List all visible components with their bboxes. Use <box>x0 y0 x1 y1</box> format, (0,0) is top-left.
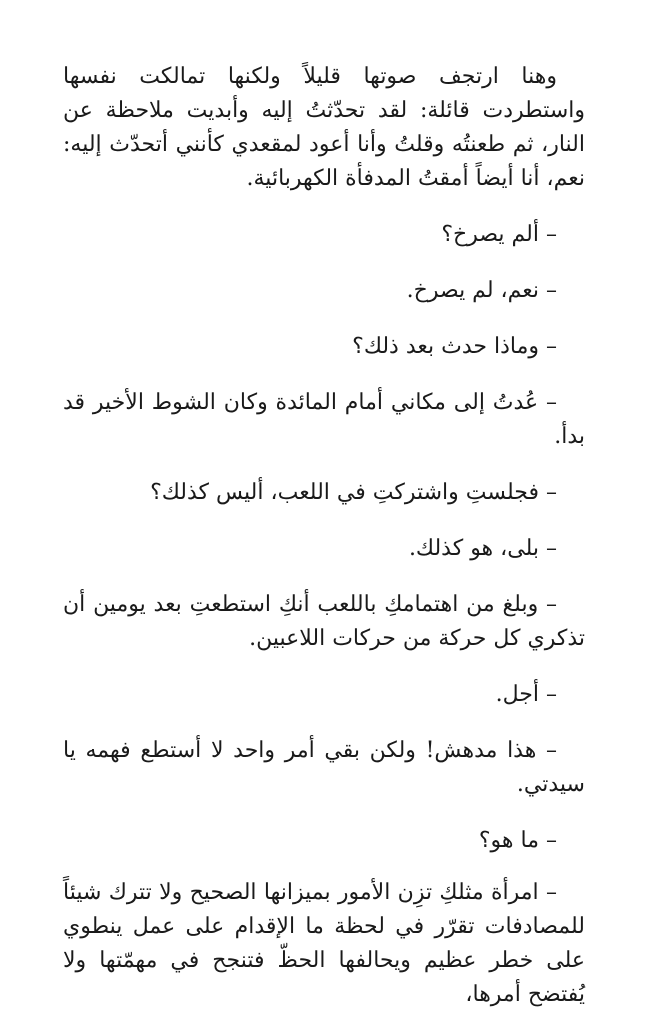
dialogue-line: – ألم يصرخ؟ <box>441 222 557 247</box>
dialogue-line: – أجل. <box>495 682 557 707</box>
dialogue-line: – فجلستِ واشتركتِ في اللعب، أليس كذلك؟ <box>150 480 557 505</box>
dialogue-line: – ما هو؟ <box>478 828 557 853</box>
dialogue-line: – وبلغ من اهتمامكِ باللعب أنكِ استطعتِ بعد يومين أن تذكري كل حركة من حركات اللاعبين. <box>63 592 585 651</box>
dialogue-line: – وماذا حدث بعد ذلك؟ <box>352 334 557 359</box>
book-page <box>63 60 585 1012</box>
narration-paragraph: وهنا ارتجف صوتها قليلاً ولكنها تمالكت نفسها واستطردت قائلة: لقد تحدّثتُ إليه وأبديت ملاحظة عن النار، ثم طعنتُه وقلتُ وأنا أعود لمقعدي كأنني أتحدّث إليه: نعم، أنا أيضاً أمقتُ المدفأة الكهربائية. <box>63 64 585 191</box>
dialogue-line: – بلى، هو كذلك. <box>408 536 557 561</box>
dialogue-line: – هذا مدهش! ولكن بقي أمر واحد لا أستطع فهمه يا سيدتي. <box>63 738 585 797</box>
dialogue-line: – امرأة مثلكِ تزِن الأمور بميزانها الصحيح ولا تترك شيئاً للمصادفات تقرّر في لحظة ما الإقدام على عمل ينطوي على خطر عظيم ويحالفها الحظّ فتنجح في مهمّتها ولا يُفتضح أمرها، <box>63 880 585 1007</box>
dialogue-line: – نعم، لم يصرخ. <box>406 278 557 303</box>
dialogue-line: – عُدتُ إلى مكاني أمام المائدة وكان الشوط الأخير قد بدأ. <box>63 390 585 449</box>
